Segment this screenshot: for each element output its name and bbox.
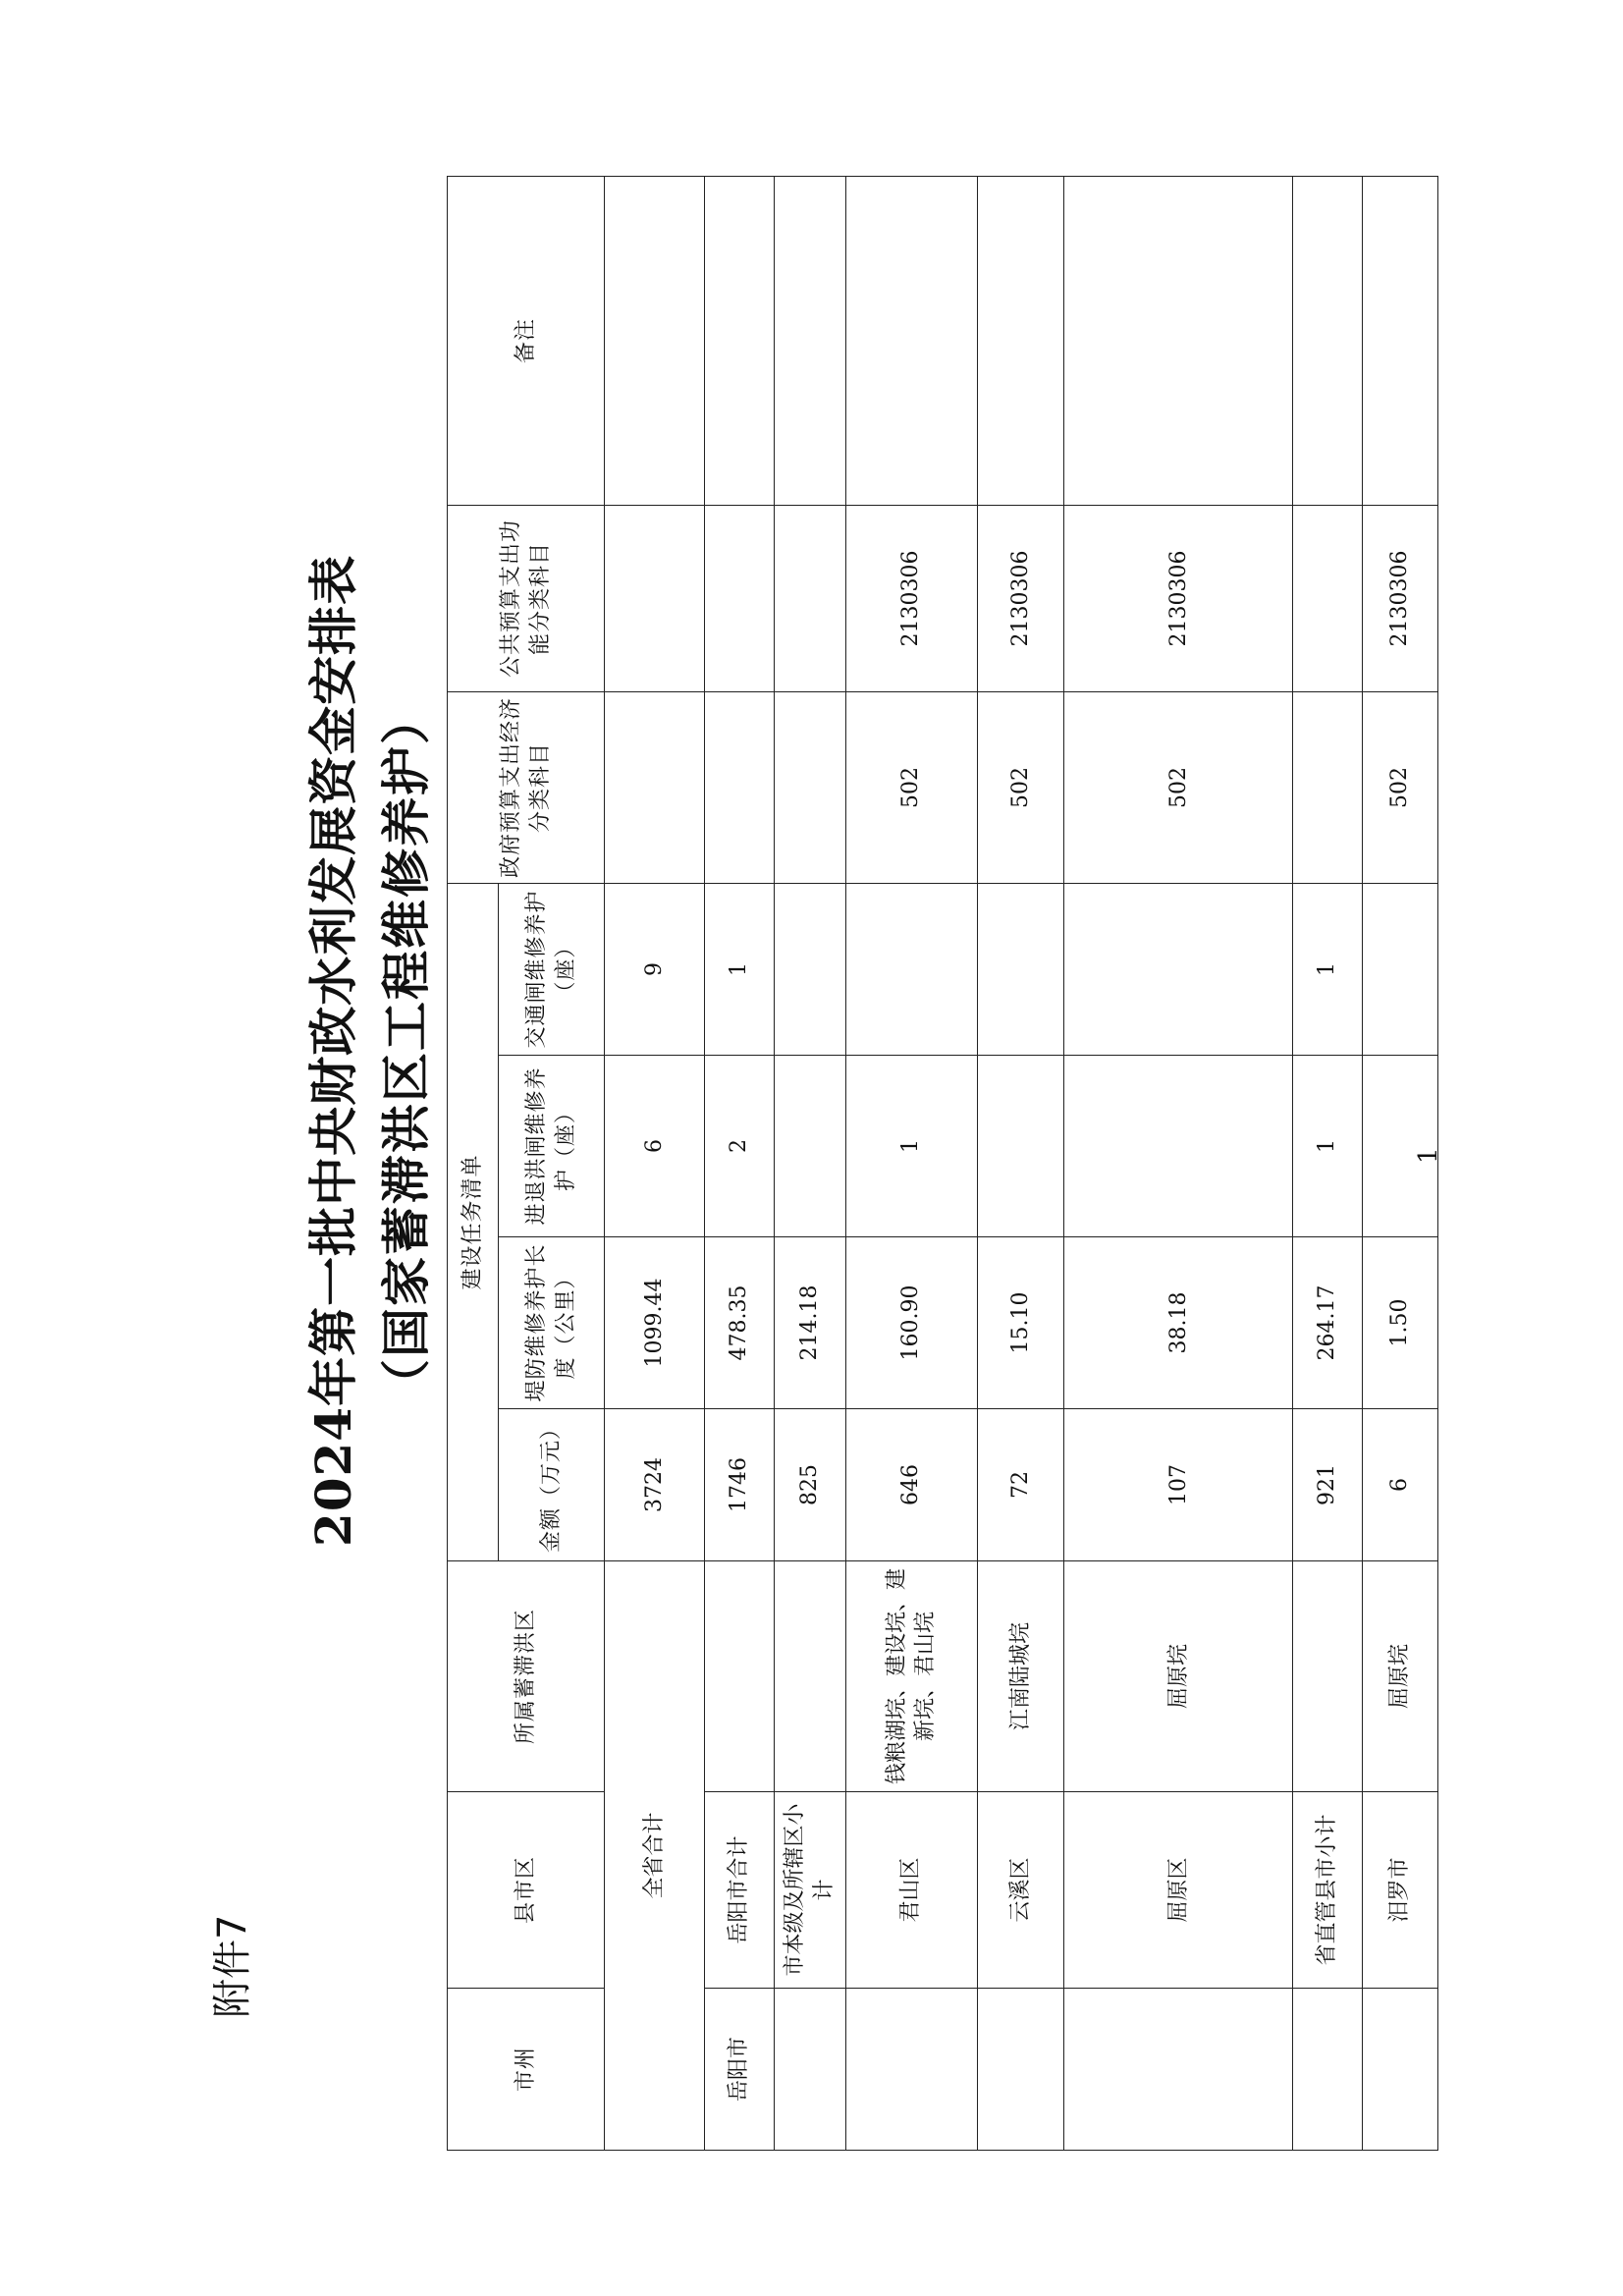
allocation-table — [447, 176, 1438, 2151]
cell-pub-func — [1293, 505, 1362, 691]
cell-county: 屈原区 — [1064, 1792, 1293, 1989]
table-row — [1293, 176, 1362, 2150]
cell-amount: 1746 — [705, 1409, 774, 1561]
cell-city — [1064, 1989, 1293, 2151]
cell-basin — [1293, 1561, 1362, 1792]
cell-pub-func — [774, 505, 845, 691]
cell-inout-gate — [977, 1056, 1064, 1237]
cell-traffic-gate — [1064, 883, 1293, 1055]
cell-embankment: 478.35 — [705, 1237, 774, 1409]
cell-gov-econ — [705, 691, 774, 883]
cell-city: 岳阳市 — [705, 1989, 774, 2151]
cell-city — [1293, 1989, 1362, 2151]
cell-pub-func: 2130306 — [977, 505, 1064, 691]
cell-inout-gate — [1362, 1056, 1437, 1237]
cell-county: 省直管县市小计 — [1293, 1792, 1362, 1989]
table-row — [774, 176, 845, 2150]
cell-gov-econ — [774, 691, 845, 883]
cell-county: 君山区 — [845, 1792, 977, 1989]
cell-inout-gate — [1064, 1056, 1293, 1237]
cell-amount: 646 — [845, 1409, 977, 1561]
cell-city — [845, 1989, 977, 2151]
cell-remark — [1064, 176, 1293, 505]
header-pub-func: 公共预算支出功能分类科目 — [448, 505, 605, 691]
cell-traffic-gate: 1 — [1293, 883, 1362, 1055]
cell-gov-econ — [605, 691, 705, 883]
cell-gov-econ: 502 — [977, 691, 1064, 883]
table-row — [605, 176, 705, 2150]
cell-city — [1362, 1989, 1437, 2151]
header-gov-econ: 政府预算支出经济分类科目 — [448, 691, 605, 883]
cell-remark — [977, 176, 1064, 505]
table-row — [1362, 176, 1437, 2150]
cell-county: 云溪区 — [977, 1792, 1064, 1989]
header-city: 市州 — [448, 1989, 605, 2151]
cell-county: 汨罗市 — [1362, 1792, 1437, 1989]
cell-traffic-gate — [774, 883, 845, 1055]
cell-pub-func — [705, 505, 774, 691]
cell-inout-gate: 1 — [845, 1056, 977, 1237]
cell-amount: 921 — [1293, 1409, 1362, 1561]
header-county: 县市区 — [448, 1792, 605, 1989]
header-inout-gate: 进退洪闸维修养护（座） — [499, 1056, 605, 1237]
cell-city: 全省合计 — [605, 1561, 705, 2151]
cell-remark — [1362, 176, 1437, 505]
cell-gov-econ — [1293, 691, 1362, 883]
cell-pub-func: 2130306 — [1064, 505, 1293, 691]
cell-traffic-gate — [845, 883, 977, 1055]
table-row — [845, 176, 977, 2150]
cell-county: 市本级及所辖区小计 — [774, 1792, 845, 1989]
cell-basin — [774, 1561, 845, 1792]
cell-city — [774, 1989, 845, 2151]
cell-amount: 72 — [977, 1409, 1064, 1561]
cell-embankment: 15.10 — [977, 1237, 1064, 1409]
header-amount: 金额（万元） — [499, 1409, 605, 1561]
cell-embankment: 38.18 — [1064, 1237, 1293, 1409]
cell-traffic-gate: 1 — [705, 883, 774, 1055]
cell-basin — [705, 1561, 774, 1792]
cell-traffic-gate: 9 — [605, 883, 705, 1055]
cell-city — [977, 1989, 1064, 2151]
cell-basin: 屈原垸 — [1362, 1561, 1437, 1792]
cell-basin: 江南陆城垸 — [977, 1561, 1064, 1792]
page-title: 2024年第一批中央财政水利发展资金安排表 — [304, 554, 362, 1548]
cell-remark — [774, 176, 845, 505]
cell-traffic-gate — [1362, 883, 1437, 1055]
page-subtitle: （国家蓄滞洪区工程维修养护） — [377, 693, 435, 1408]
page-number: 1 — [1414, 1147, 1443, 1164]
cell-embankment: 1.50 — [1362, 1237, 1437, 1409]
cell-pub-func — [605, 505, 705, 691]
cell-basin: 钱粮湖垸、建设垸、建新垸、君山垸 — [845, 1561, 977, 1792]
cell-embankment: 264.17 — [1293, 1237, 1362, 1409]
cell-gov-econ: 502 — [845, 691, 977, 883]
table-row — [1064, 176, 1293, 2150]
cell-inout-gate: 2 — [705, 1056, 774, 1237]
annex-label: 附件7 — [210, 1914, 255, 2018]
cell-embankment: 214.18 — [774, 1237, 845, 1409]
cell-amount: 6 — [1362, 1409, 1437, 1561]
header-remark: 备注 — [448, 176, 605, 505]
cell-remark — [605, 176, 705, 505]
header-task-group: 建设任务清单 — [448, 883, 499, 1560]
cell-gov-econ: 502 — [1064, 691, 1293, 883]
cell-inout-gate: 1 — [1293, 1056, 1362, 1237]
cell-inout-gate: 6 — [605, 1056, 705, 1237]
cell-embankment: 1099.44 — [605, 1237, 705, 1409]
cell-remark — [1293, 176, 1362, 505]
header-basin: 所属蓄滞洪区 — [448, 1561, 605, 1792]
header-traffic-gate: 交通闸维修养护（座） — [499, 883, 605, 1055]
title-block — [295, 403, 438, 1699]
cell-pub-func: 2130306 — [845, 505, 977, 691]
cell-basin: 屈原垸 — [1064, 1561, 1293, 1792]
cell-traffic-gate — [977, 883, 1064, 1055]
cell-embankment: 160.90 — [845, 1237, 977, 1409]
allocation-table-container — [447, 177, 1438, 2151]
cell-remark — [705, 176, 774, 505]
cell-county: 岳阳市合计 — [705, 1792, 774, 1989]
table-row — [705, 176, 774, 2150]
cell-amount: 3724 — [605, 1409, 705, 1561]
cell-amount: 107 — [1064, 1409, 1293, 1561]
cell-pub-func: 2130306 — [1362, 505, 1437, 691]
cell-amount: 825 — [774, 1409, 845, 1561]
table-row — [977, 176, 1064, 2150]
cell-inout-gate — [774, 1056, 845, 1237]
cell-gov-econ: 502 — [1362, 691, 1437, 883]
cell-remark — [845, 176, 977, 505]
header-embankment: 堤防维修养护长度（公里） — [499, 1237, 605, 1409]
